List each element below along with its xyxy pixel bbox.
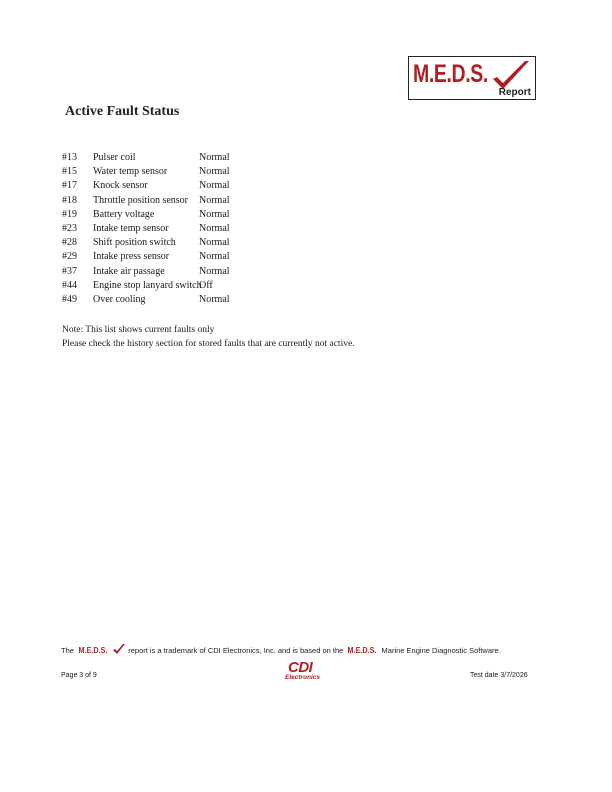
fault-status: Normal bbox=[199, 265, 230, 277]
fault-code: #15 bbox=[62, 166, 77, 178]
trademark-footer bbox=[61, 643, 541, 655]
fault-status: Normal bbox=[199, 293, 230, 305]
fault-code: #17 bbox=[62, 180, 77, 192]
fault-status: Normal bbox=[199, 152, 230, 163]
fault-code: #19 bbox=[62, 208, 77, 220]
fault-name: Battery voltage bbox=[93, 208, 155, 220]
fault-row bbox=[62, 237, 382, 251]
fault-status: Normal bbox=[199, 237, 230, 249]
fault-name: Engine stop lanyard switch bbox=[93, 279, 202, 291]
checkmark-icon bbox=[112, 643, 126, 655]
note-line-1: Note: This list shows current faults only bbox=[62, 325, 215, 335]
fault-row bbox=[62, 294, 382, 308]
fault-name: Water temp sensor bbox=[93, 166, 168, 178]
footer-middle: report is a trademark of CDI Electronics, Inc. and is based on the bbox=[128, 646, 344, 655]
fault-row bbox=[62, 266, 382, 280]
test-date: Test date 3/7/2026 bbox=[470, 672, 528, 679]
fault-status: Normal bbox=[199, 251, 230, 263]
note-block bbox=[62, 323, 355, 351]
fault-name: Pulser coil bbox=[93, 152, 136, 163]
page-number: Page 3 of 9 bbox=[61, 672, 97, 679]
fault-status: Normal bbox=[199, 208, 230, 220]
fault-row bbox=[62, 209, 382, 223]
fault-row bbox=[62, 180, 382, 194]
fault-code: #29 bbox=[62, 251, 77, 263]
fault-row bbox=[62, 280, 382, 294]
fault-code: #23 bbox=[62, 222, 77, 234]
footer-meds-mark-1: M.E.D.S. bbox=[78, 645, 108, 655]
fault-name: Intake air passage bbox=[93, 265, 165, 277]
meds-report-logo bbox=[408, 56, 536, 100]
fault-row bbox=[62, 166, 382, 180]
fault-status: Off bbox=[199, 279, 213, 291]
cdi-logo-bottom: Electronics bbox=[285, 674, 321, 681]
fault-row bbox=[62, 251, 382, 265]
logo-subtitle: Report bbox=[498, 87, 531, 98]
footer-prefix: The bbox=[61, 646, 74, 655]
fault-code: #44 bbox=[62, 279, 77, 291]
fault-row bbox=[62, 195, 382, 209]
fault-row bbox=[62, 152, 382, 166]
cdi-electronics-logo bbox=[283, 659, 333, 681]
fault-status: Normal bbox=[199, 194, 230, 206]
fault-code: #37 bbox=[62, 265, 77, 277]
fault-name: Over cooling bbox=[93, 293, 146, 305]
logo-brand: M.E.D.S. bbox=[413, 60, 488, 88]
cdi-logo-top: CDI bbox=[288, 659, 313, 676]
page-title: Active Fault Status bbox=[65, 104, 180, 119]
fault-status: Normal bbox=[199, 166, 230, 178]
note-line-2: Please check the history section for stored faults that are currently not active. bbox=[62, 339, 355, 349]
fault-code: #49 bbox=[62, 293, 77, 305]
fault-list bbox=[62, 152, 382, 308]
footer-meds-mark-2: M.E.D.S. bbox=[347, 645, 377, 655]
fault-row bbox=[62, 223, 382, 237]
fault-name: Throttle position sensor bbox=[93, 194, 188, 206]
fault-name: Knock sensor bbox=[93, 180, 148, 192]
fault-code: #28 bbox=[62, 237, 77, 249]
fault-name: Shift position switch bbox=[93, 237, 176, 249]
fault-name: Intake press sensor bbox=[93, 251, 170, 263]
fault-status: Normal bbox=[199, 222, 230, 234]
footer-suffix: Marine Engine Diagnostic Software. bbox=[381, 646, 501, 655]
fault-code: #13 bbox=[62, 152, 77, 163]
fault-code: #18 bbox=[62, 194, 77, 206]
fault-name: Intake temp sensor bbox=[93, 222, 169, 234]
fault-status: Normal bbox=[199, 180, 230, 192]
